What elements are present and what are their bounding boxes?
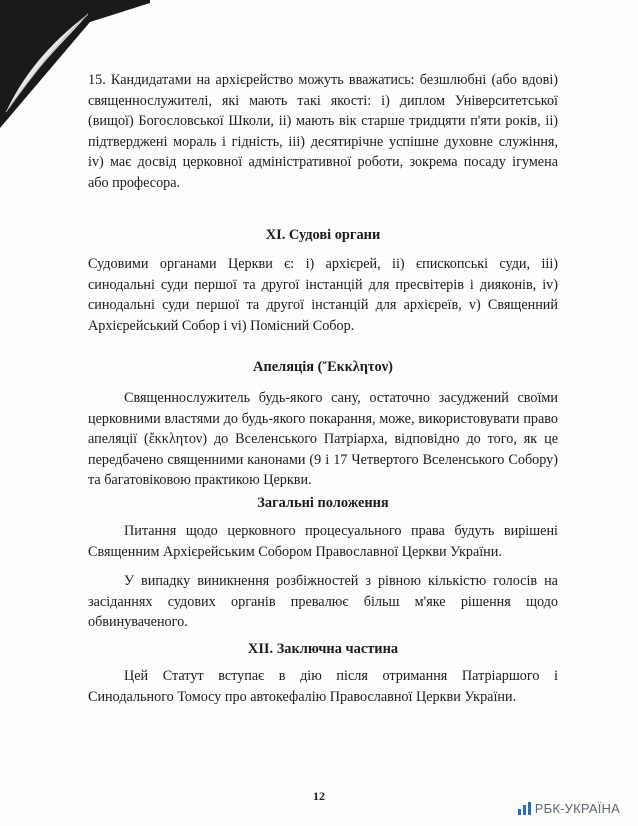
general-provisions-text-2: У випадку виникнення розбіжностей з рівною кількістю голосів на засіданнях судових органів превалює більш м'яке рішення щодо обвинуваченого.	[88, 573, 558, 631]
page-number: 12	[313, 789, 325, 803]
paragraph-15: 15. Кандидатами на архієрейство можуть вважатись: безшлюбні (або вдові) священнослужителі, які мають такі якості: і) диплом Університетської (вищої) Богословської Школи, іі) мають вік старше тридцяти п'яти років, ii) підтверджені мораль і гідність, ііі) десятирічне успішне духовне служіння, iv) має досвід церковної адміністративної роботи, зокрема посаду ігумена або професора.	[88, 72, 558, 191]
section-xii-heading: XII. Заключна частина	[247, 641, 399, 657]
section-xi-text: Судовими органами Церкви є: і) архієрей, іі) єпископські суди, ііі) синодальні суди першої та другої інстанцій для пресвітерів і дияконів, iv) синодальні суди першої та другої інстанцій для архієреїв, v) Священний Архієрейський Собор і vi) Помісний Собор.	[88, 256, 558, 334]
appeal-heading: Апеляція (Ἔκκλητον)	[253, 359, 393, 375]
section-xi-heading: XI. Судові органи	[265, 227, 381, 243]
rbc-logo-icon	[518, 802, 531, 815]
section-xii-text: Цей Статут вступає в дію після отримання Патріаршого і Синодального Томосу про автокефалію Православної Церкви України.	[88, 668, 558, 705]
appeal-text: Священнослужитель будь-якого сану, остаточно засуджений своїми церковними властями до будь-якого покарання, може, використовувати право апеляції (ἔκκλητον) до Вселенського Патріарха, відповідно до того, як це передбачено священними канонами (9 і 17 Четвертого Вселенського Собору) та багатовіковою практикою Церкви.	[88, 390, 558, 489]
watermark	[518, 798, 620, 818]
watermark-text: РБК-УКРАЇНА	[534, 800, 620, 816]
general-provisions-text-1: Питання щодо церковного процесуального права будуть вирішені Священним Архієрейським Собором Православної Церкви України.	[88, 523, 558, 560]
general-provisions-heading: Загальні положення	[257, 495, 389, 511]
